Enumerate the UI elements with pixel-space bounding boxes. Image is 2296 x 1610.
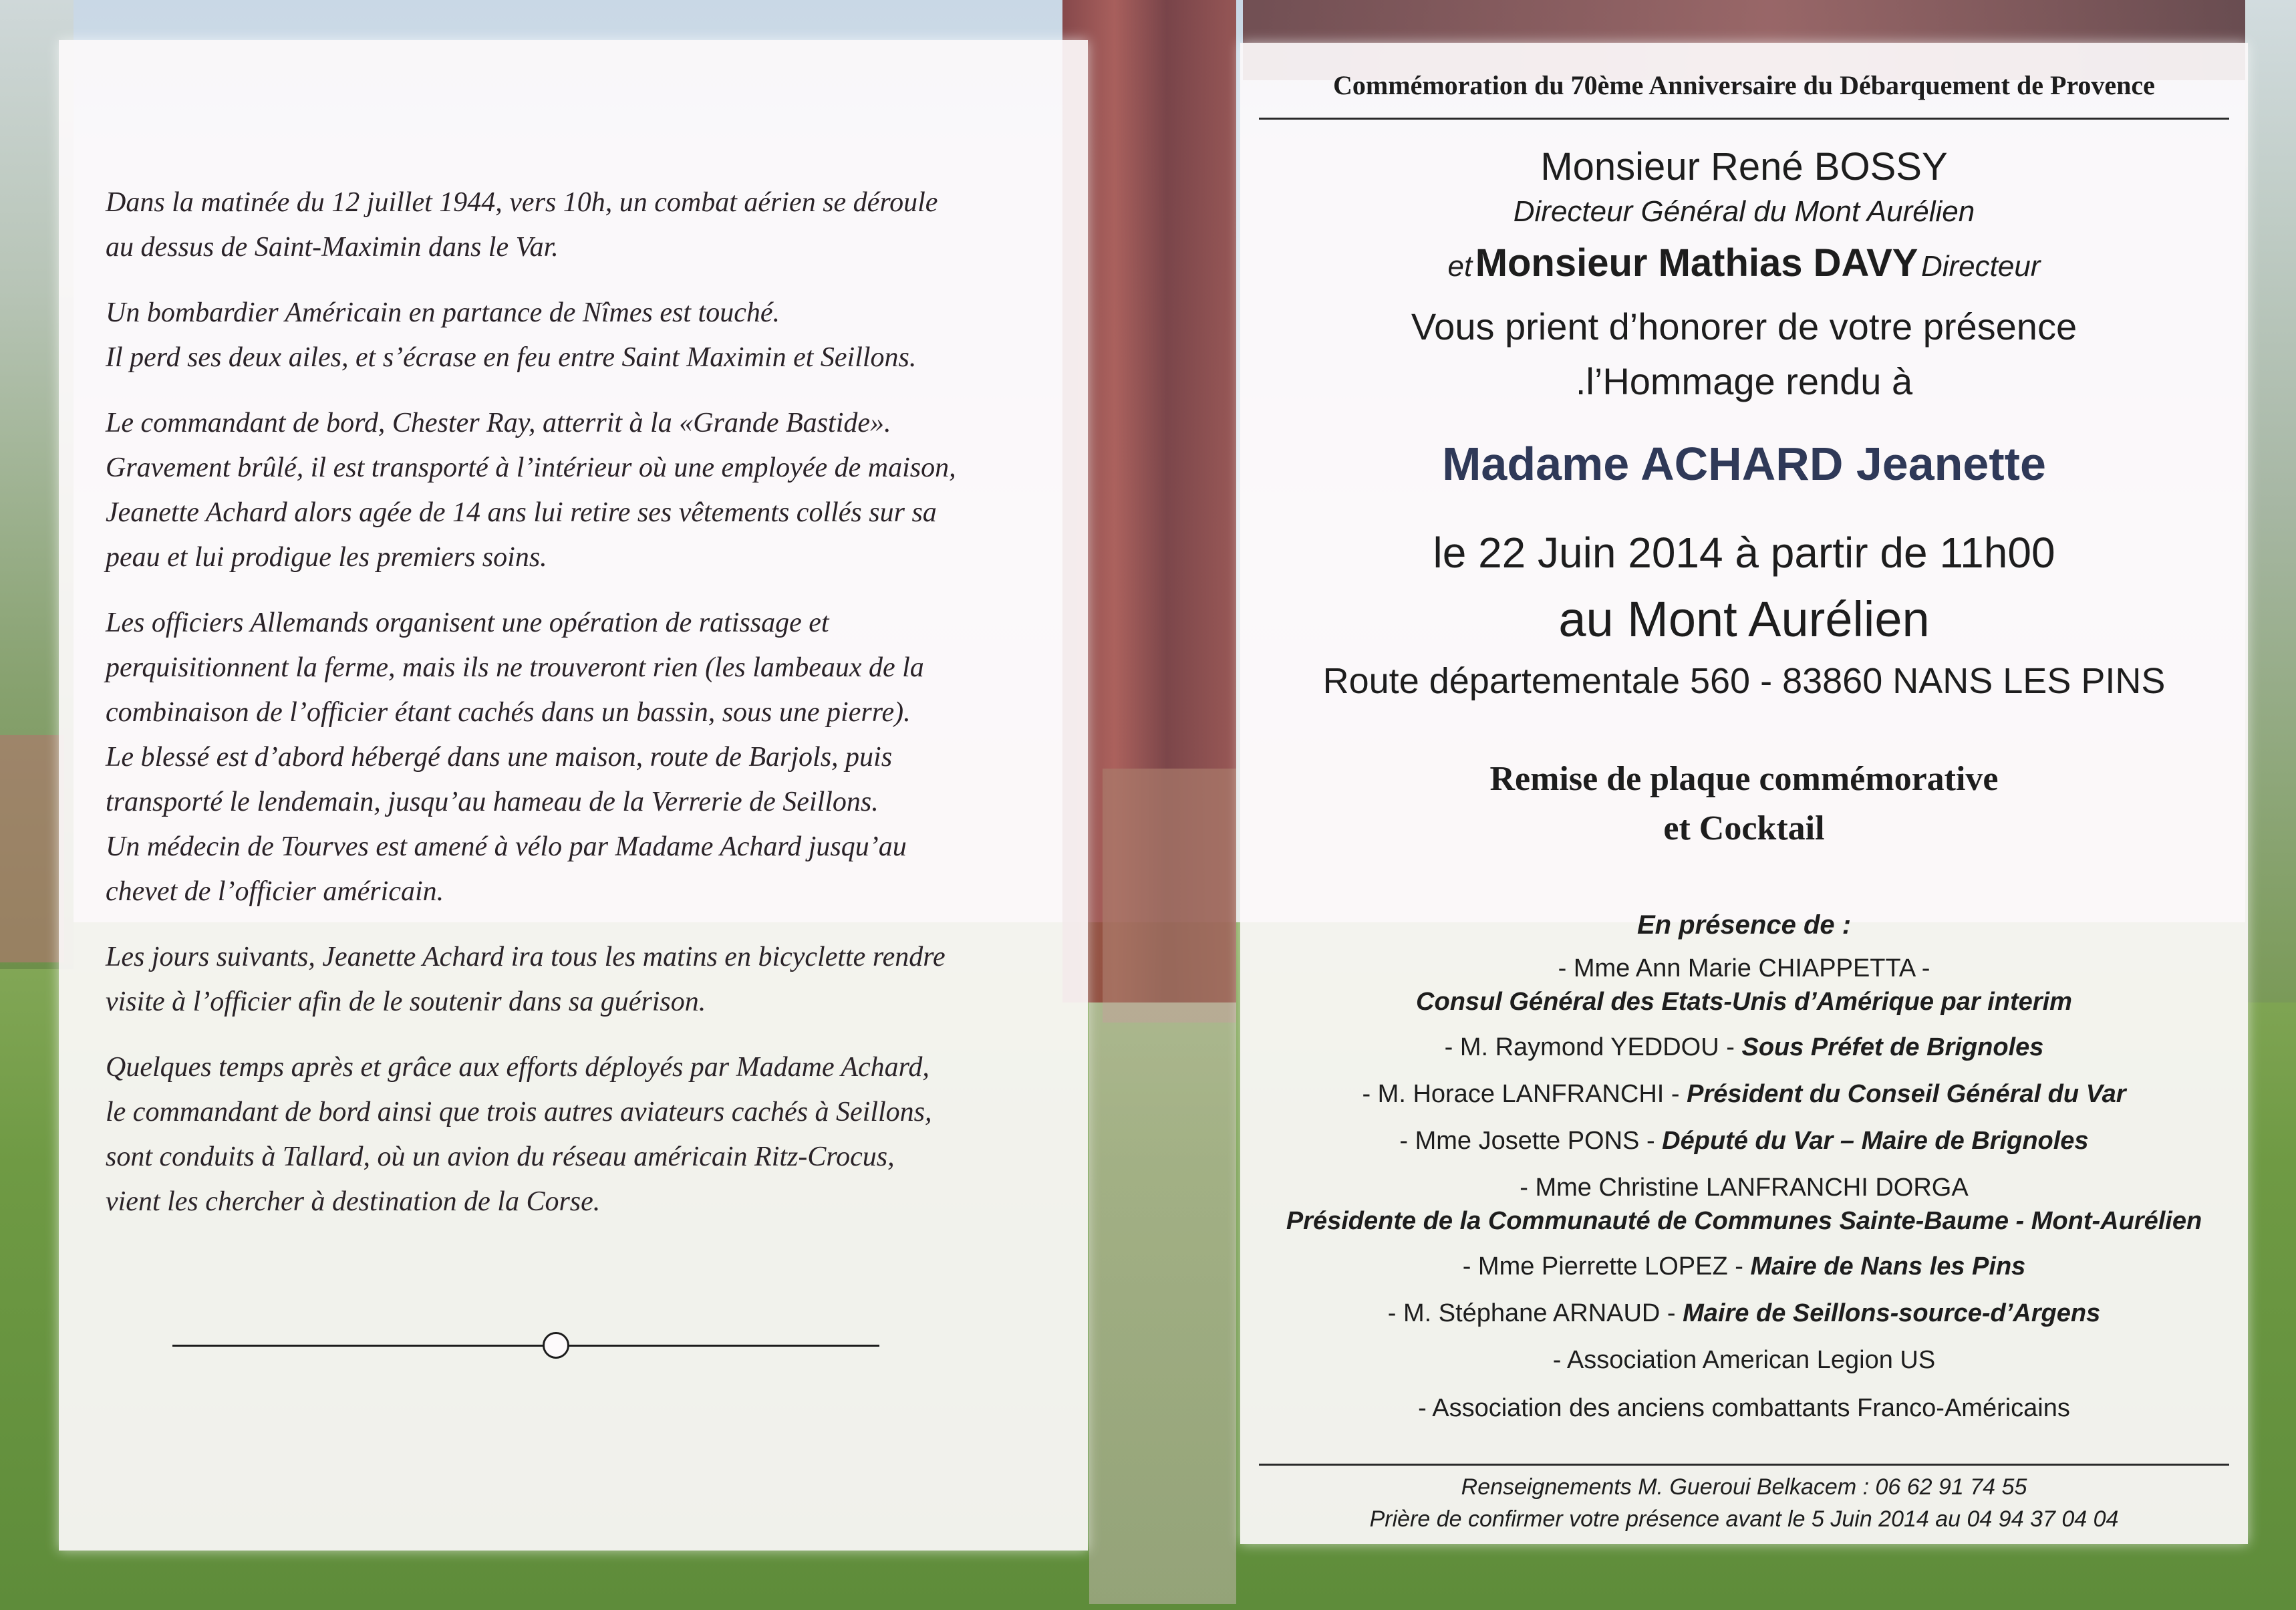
guest-role: Maire de Nans les Pins	[1750, 1252, 2026, 1281]
story-line: transporté le lendemain, jusqu’au hameau de la Verrerie de Seillons.	[106, 787, 879, 817]
story-line: au dessus de Saint-Maximin dans le Var.	[106, 232, 559, 263]
host1-name: Monsieur René BOSSY	[1540, 145, 1948, 188]
guest-name: - Mme Christine LANFRANCHI DORGA	[1520, 1174, 1969, 1202]
event-header: Commémoration du 70ème Anniversaire du Débarquement de Provence	[1333, 70, 2155, 100]
story-line: Il perd ses deux ailes, et s’écrase en feu entre Saint Maximin et Seillons.	[106, 342, 917, 373]
story-paragraph	[106, 935, 1054, 1025]
host2-title: Directeur	[1920, 250, 2041, 283]
guest-role: Présidente de la Communauté de Communes Sainte-Baume - Mont-Aurélien	[1286, 1207, 2202, 1235]
story-line: visite à l’officier afin de le soutenir dans sa guérison.	[106, 986, 706, 1017]
guest-name: - M. Stéphane ARNAUD -	[1387, 1299, 1683, 1327]
guest-row	[1240, 1252, 2248, 1281]
event-line-1: Remise de plaque commémorative	[1489, 760, 1999, 798]
story-line: perquisitionnent la ferme, mais ils ne trouveront rien (les lambeaux de la	[106, 652, 924, 683]
guest-row	[1240, 1080, 2248, 1109]
guest-name: - Mme Ann Marie CHIAPPETTA -	[1558, 954, 1930, 982]
guest-name: - Association American Legion US	[1552, 1346, 1936, 1374]
building	[0, 735, 64, 962]
guest-role: Sous Préfet de Brignoles	[1741, 1033, 2044, 1061]
host2-name: Monsieur Mathias DAVY	[1475, 241, 1918, 285]
story-line: Les jours suivants, Jeanette Achard ira tous les matins en bicyclette rendre	[106, 942, 946, 972]
request-line: Vous prient d’honorer de votre présence	[1411, 305, 2077, 348]
building	[1103, 769, 1236, 1023]
tribute-line: .l’Hommage rendu à	[1575, 360, 1913, 402]
host2-line	[1240, 241, 2248, 285]
guest-row	[1240, 1207, 2248, 1236]
story-line: vient les chercher à destination de la Corse.	[106, 1186, 601, 1217]
guest-row	[1240, 1127, 2248, 1156]
footer-rsvp: Prière de confirmer votre présence avant le 5 Juin 2014 au 04 94 37 04 04	[1369, 1506, 2119, 1532]
event-line-2: et Cocktail	[1663, 809, 1825, 847]
foliage-right	[2245, 0, 2296, 1002]
story-paragraph	[106, 601, 1054, 914]
story-line: Un médecin de Tourves est amené à vélo par Madame Achard jusqu’au	[106, 831, 907, 862]
guest-row	[1240, 954, 2248, 983]
guest-name: - M. Horace LANFRANCHI -	[1362, 1080, 1687, 1108]
guest-row	[1240, 1346, 2248, 1375]
story-line: Jeanette Achard alors agée de 14 ans lui retire ses vêtements collés sur sa	[106, 497, 937, 528]
story-paragraph	[106, 1045, 1054, 1224]
story-paragraph	[106, 180, 1054, 270]
story-line: combinaison de l’officier étant cachés dans un bassin, sous une pierre).	[106, 697, 911, 728]
invitation-panel	[1240, 43, 2248, 1544]
guest-row	[1240, 1033, 2248, 1062]
story-line: le commandant de bord ainsi que trois autres aviateurs cachés à Seillons,	[106, 1097, 932, 1127]
address-line: Route départementale 560 - 83860 NANS LES PINS	[1322, 661, 2166, 701]
divider-ornament	[543, 1332, 569, 1359]
guest-row	[1240, 988, 2248, 1017]
story-line: Le commandant de bord, Chester Ray, atterrit à la «Grande Bastide».	[106, 408, 891, 438]
story-line: Quelques temps après et grâce aux efforts déployés par Madame Achard,	[106, 1052, 929, 1083]
story-line: peau et lui prodigue les premiers soins.	[106, 542, 547, 573]
guest-name: - Association des anciens combattants Franco-Américains	[1418, 1394, 2070, 1422]
place-line: au Mont Aurélien	[1558, 591, 1930, 647]
story-line: Gravement brûlé, il est transporté à l’intérieur où une employée de maison,	[106, 452, 956, 483]
honoree-name: Madame ACHARD Jeanette	[1442, 438, 2046, 490]
garden-path	[1089, 1002, 1236, 1604]
presence-label: En présence de :	[1636, 910, 1852, 940]
header-rule	[1259, 118, 2229, 120]
date-line: le 22 Juin 2014 à partir de 11h00	[1433, 529, 2055, 577]
story-line: sont conduits à Tallard, où un avion du réseau américain Ritz-Crocus,	[106, 1142, 895, 1172]
story-line: Un bombardier Américain en partance de Nîmes est touché.	[106, 297, 780, 328]
guest-row	[1240, 1174, 2248, 1202]
story-line: Dans la matinée du 12 juillet 1944, vers 10h, un combat aérien se déroule	[106, 187, 938, 218]
divider-line-left	[172, 1345, 544, 1347]
story-line: Les officiers Allemands organisent une opération de ratissage et	[106, 608, 829, 638]
footer-info: Renseignements M. Gueroui Belkacem : 06 62 91 74 55	[1461, 1474, 2027, 1500]
guest-role: Maire de Seillons-source-d’Argens	[1683, 1299, 2101, 1327]
story-text	[106, 180, 1054, 1245]
guest-role: Président du Conseil Général du Var	[1687, 1080, 2126, 1108]
story-paragraph	[106, 291, 1054, 380]
host2-prefix: et	[1447, 250, 1473, 283]
guest-role: Consul Général des Etats-Unis d’Amérique par interim	[1416, 988, 2072, 1016]
story-panel	[59, 40, 1088, 1551]
guest-row	[1240, 1299, 2248, 1328]
story-line: chevet de l’officier américain.	[106, 876, 444, 907]
footer-rule	[1259, 1464, 2229, 1466]
host1-title: Directeur Général du Mont Aurélien	[1513, 195, 1975, 228]
guest-role: Député du Var – Maire de Brignoles	[1662, 1127, 2089, 1155]
story-paragraph	[106, 401, 1054, 580]
story-line: Le blessé est d’abord hébergé dans une maison, route de Barjols, puis	[106, 742, 893, 773]
guest-name: - Mme Josette PONS -	[1399, 1127, 1663, 1155]
divider-line-right	[568, 1345, 879, 1347]
guest-name: - M. Raymond YEDDOU -	[1444, 1033, 1742, 1061]
guest-name: - Mme Pierrette LOPEZ -	[1462, 1252, 1751, 1281]
guest-row	[1240, 1394, 2248, 1423]
